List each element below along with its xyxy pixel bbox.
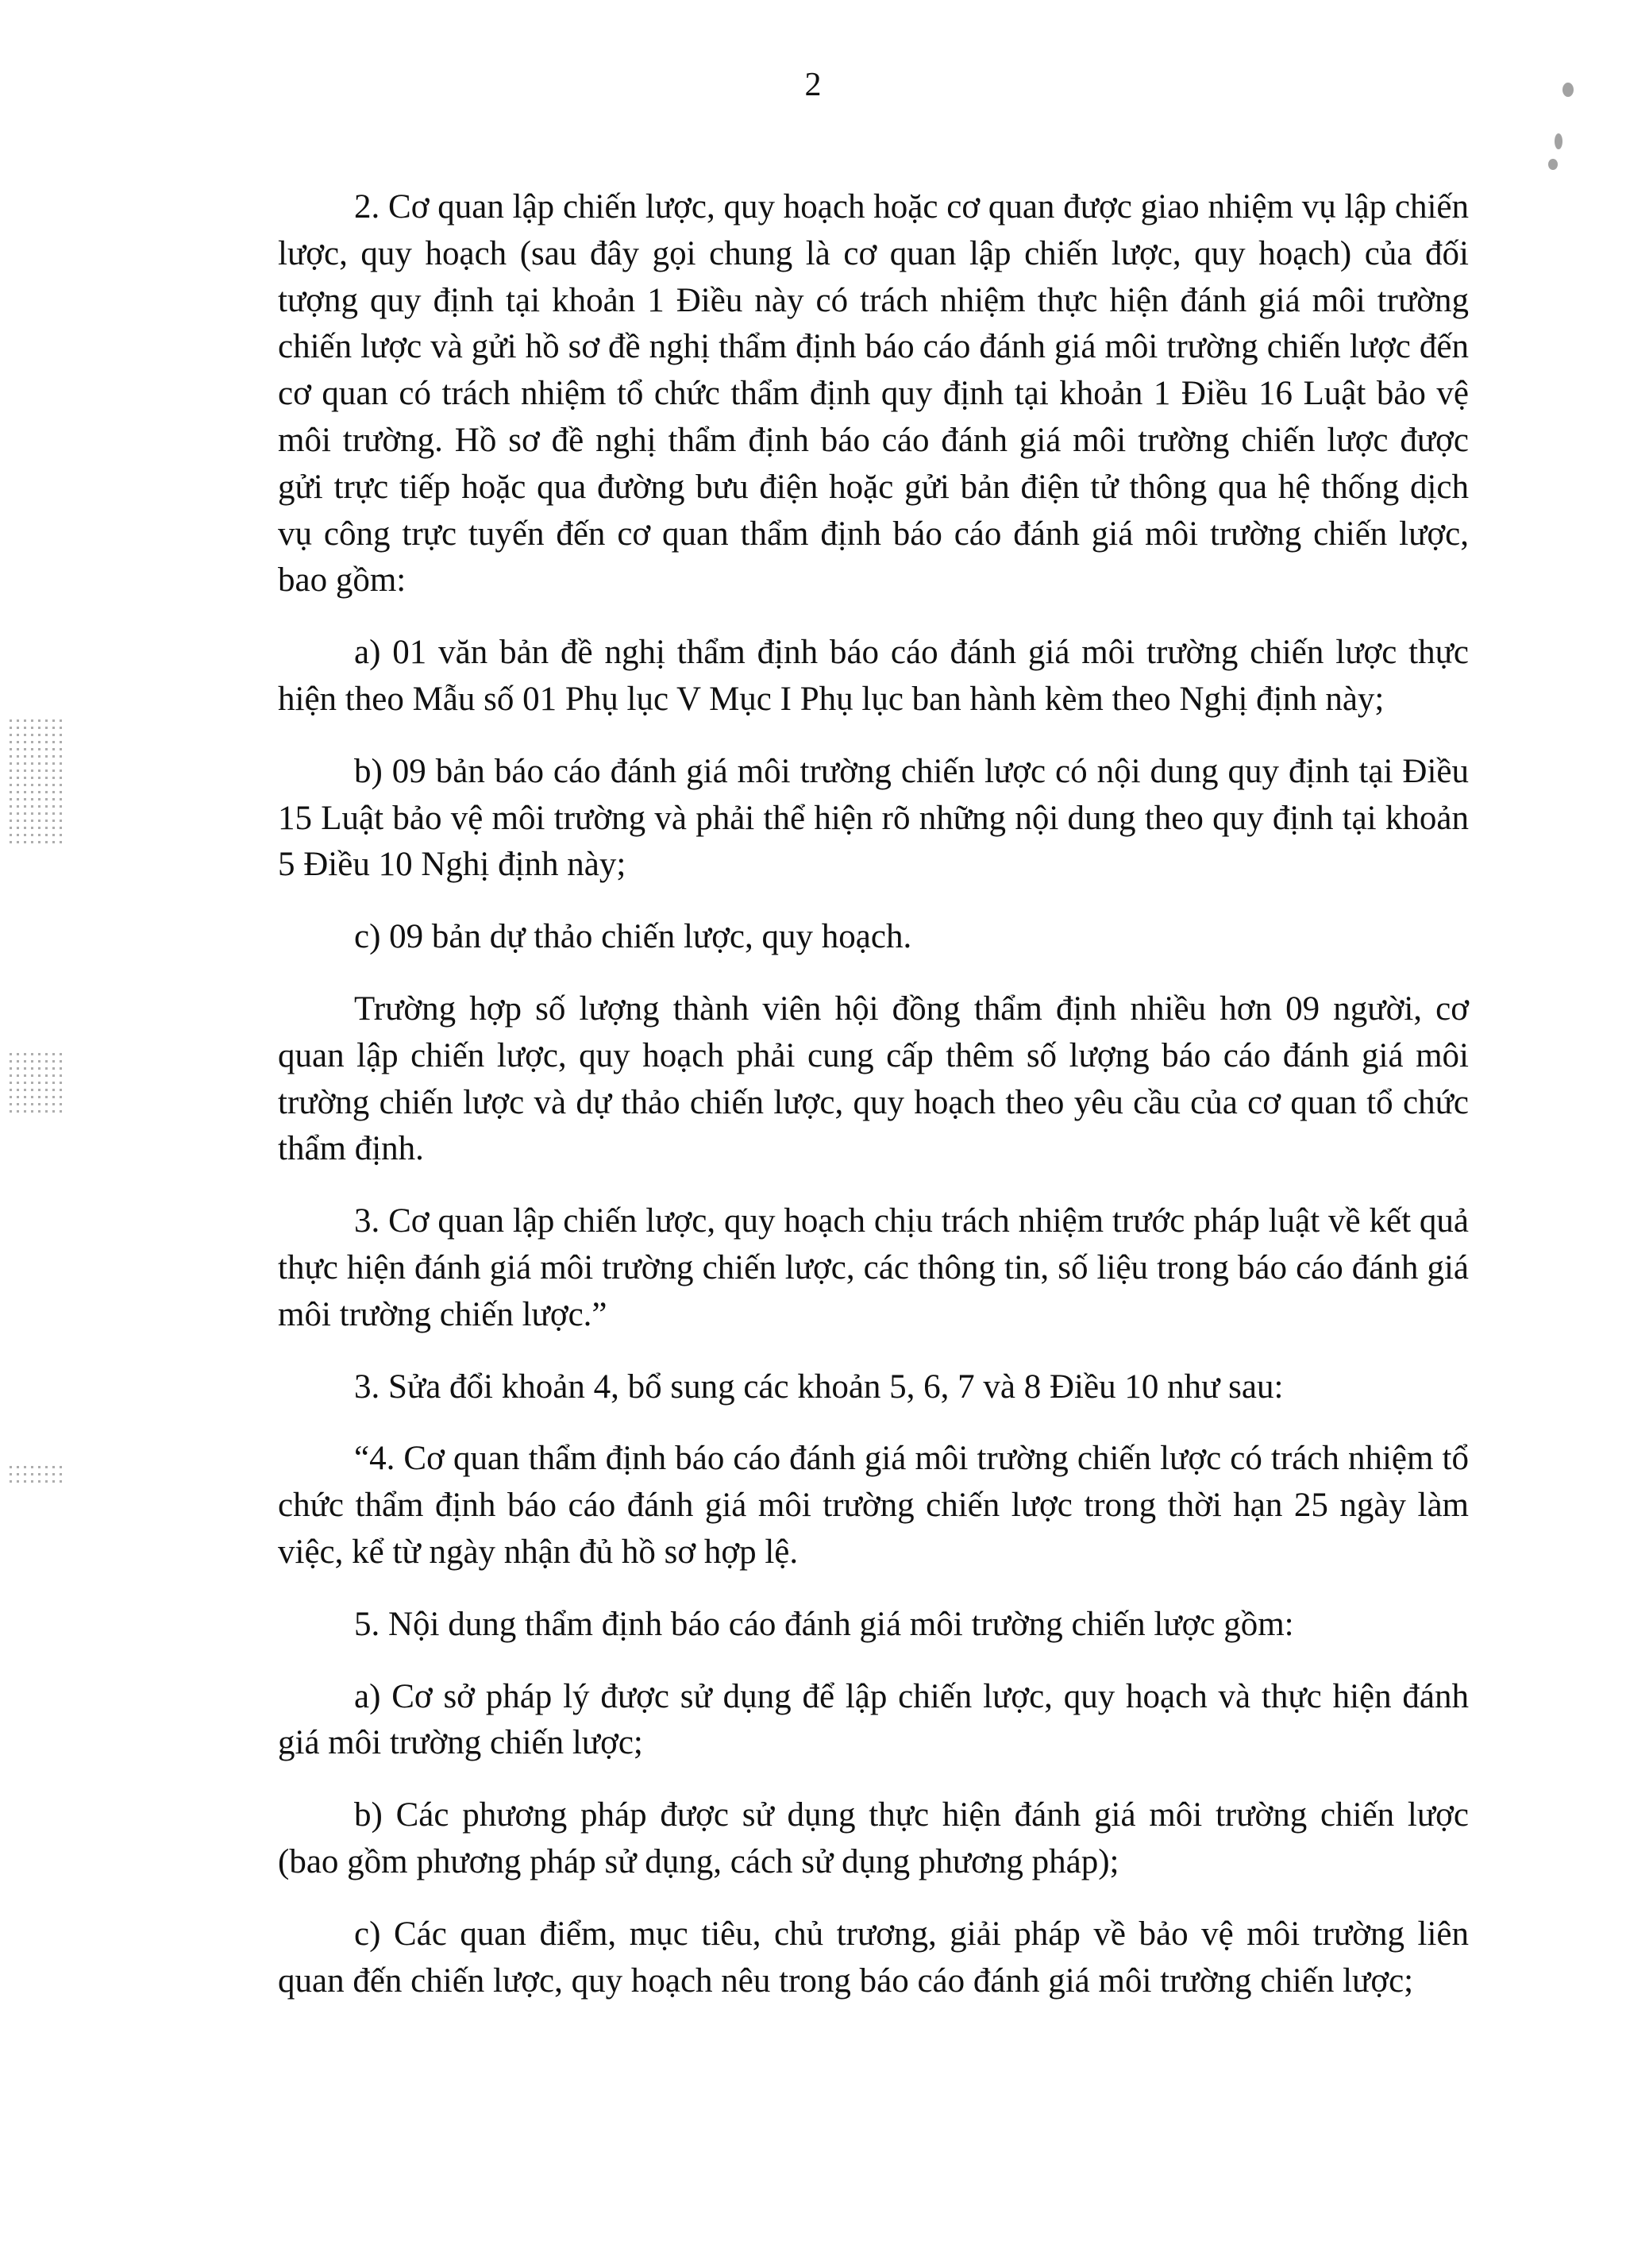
scan-mark: [1555, 133, 1562, 149]
paragraph-item-2: 2. Cơ quan lập chiến lược, quy hoạch hoặc cơ quan được giao nhiệm vụ lập chiến lược, quy hoạch (sau đây gọi chung là cơ quan lập chiến lược, quy hoạch) của đối tượng quy định tại khoản 1 Điều này có trách nhiệm thực hiện đánh giá môi trường chiến lược và gửi hồ sơ đề nghị thẩm định báo cáo đánh giá môi trường chiến lược đến cơ quan có trách nhiệm tổ chức thẩm định quy định tại khoản 1 Điều 16 Luật bảo vệ môi trường. Hồ sơ đề nghị thẩm định báo cáo đánh giá môi trường chiến lược được gửi trực tiếp hoặc qua đường bưu điện hoặc gửi bản điện tử thông qua hệ thống dịch vụ công trực tuyến đến cơ quan thẩm định báo cáo đánh giá môi trường chiến lược, bao gồm:: [278, 188, 1469, 600]
scan-noise: [10, 715, 65, 848]
paragraph-extra-copies: Trường hợp số lượng thành viên hội đồng thẩm định nhiều hơn 09 người, cơ quan lập chiến lược, quy hoạch phải cung cấp thêm số lượng báo cáo đánh giá môi trường chiến lược và dự thảo chiến lược, quy hoạch theo yêu cầu của cơ quan tổ chức thẩm định.: [278, 989, 1469, 1168]
paragraph-item-2b: b) 09 bản báo cáo đánh giá môi trường chiến lược có nội dung quy định tại Điều 15 Luật bảo vệ môi trường và phải thể hiện rõ những nội dung theo quy định tại khoản 5 Điều 10 Nghị định này;: [278, 752, 1469, 884]
page-number: 2: [804, 67, 822, 103]
paragraph-item-4: “4. Cơ quan thẩm định báo cáo đánh giá môi trường chiến lược có trách nhiệm tổ chức thẩm định báo cáo đánh giá môi trường chiến lược trong thời hạn 25 ngày làm việc, kể từ ngày nhận đủ hồ sơ hợp lệ.: [278, 1440, 1469, 1571]
scan-mark: [1562, 83, 1574, 97]
paragraph-item-5: 5. Nội dung thẩm định báo cáo đánh giá môi trường chiến lược gồm:: [354, 1605, 1294, 1643]
document-body: [278, 184, 1469, 2030]
scan-noise: [10, 1048, 65, 1117]
paragraph-item-3: 3. Cơ quan lập chiến lược, quy hoạch chịu trách nhiệm trước pháp luật về kết quả thực hiện đánh giá môi trường chiến lược, các thông tin, số liệu trong báo cáo đánh giá môi trường chiến lược.”: [278, 1202, 1469, 1333]
paragraph-item-2a: a) 01 văn bản đề nghị thẩm định báo cáo đánh giá môi trường chiến lược thực hiện theo Mẫu số 01 Phụ lục V Mục I Phụ lục ban hành kèm theo Nghị định này;: [278, 634, 1469, 718]
paragraph-item-5a: a) Cơ sở pháp lý được sử dụng để lập chiến lược, quy hoạch và thực hiện đánh giá môi trường chiến lược;: [278, 1677, 1469, 1762]
paragraph-item-5b: b) Các phương pháp được sử dụng thực hiện đánh giá môi trường chiến lược (bao gồm phương pháp sử dụng, cách sử dụng phương pháp);: [278, 1796, 1469, 1880]
scan-mark: [1548, 159, 1558, 170]
paragraph-item-2c: c) 09 bản dự thảo chiến lược, quy hoạch.: [354, 918, 912, 956]
paragraph-item-5c: c) Các quan điểm, mục tiêu, chủ trương, giải pháp về bảo vệ môi trường liên quan đến chiến lược, quy hoạch nêu trong báo cáo đánh giá môi trường chiến lược;: [278, 1915, 1469, 2000]
scan-noise: [10, 1461, 65, 1487]
paragraph-amendment-3: 3. Sửa đổi khoản 4, bổ sung các khoản 5, 6, 7 và 8 Điều 10 như sau:: [354, 1367, 1284, 1406]
